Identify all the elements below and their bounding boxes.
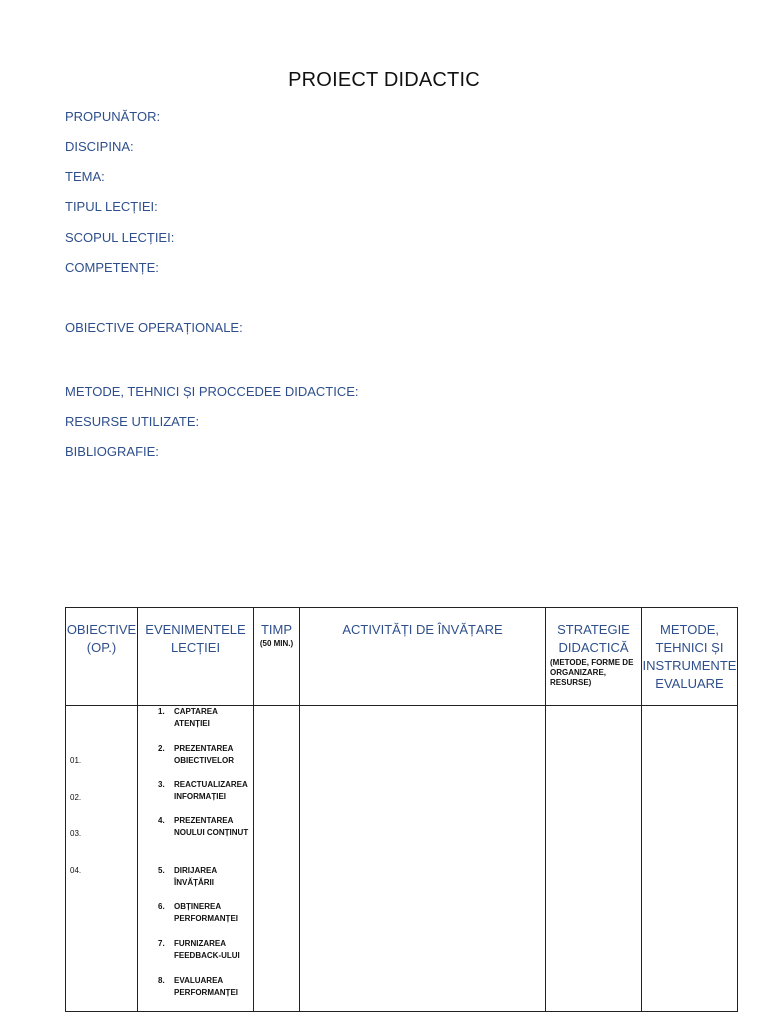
event-number: 7. [158,939,165,948]
event-number: 4. [158,816,165,825]
objective-item: 02. [70,793,82,802]
field-tema: TEMA: [65,169,105,184]
event-label: PREZENTAREA NOULUI CONȚINUT [174,816,249,837]
cell-evenimente [138,706,254,1012]
event-number: 5. [158,866,165,875]
field-metode-tehnici: METODE, TEHNICI ȘI PROCCEDEE DIDACTICE: [65,384,359,399]
field-disciplina: DISCIPINA: [65,139,134,154]
field-obiective-operationale: OBIECTIVE OPERAȚIONALE: [65,320,243,335]
cell-activitati [300,706,546,1012]
event-number: 1. [158,707,165,716]
objective-item: 01. [70,756,82,765]
event-label: EVALUAREA PERFORMANȚEI [174,976,238,997]
field-tipul-lectiei: TIPUL LECȚIEI: [65,199,158,214]
cell-obiective [66,706,138,1012]
field-propunator: PROPUNĂTOR: [65,109,161,124]
event-label: CAPTAREA ATENȚIEI [174,707,218,728]
cell-timp [254,706,300,1012]
header-evenimente: EVENIMENTELE LECȚIEI [138,608,254,706]
header-activitati: ACTIVITĂȚI DE ÎNVĂȚARE [300,608,546,706]
header-timp-label: TIMP [260,622,293,637]
header-strategie [546,608,642,706]
header-obiective: OBIECTIVE (OP.) [66,608,138,706]
table-body-row [66,706,738,1012]
header-strategie-note: (METODE, FORME DE ORGANIZARE, RESURSE) [550,658,634,687]
event-number: 6. [158,902,165,911]
cell-strategie [546,706,642,1012]
document-title: PROIECT DIDACTIC [288,69,480,91]
header-timp [254,608,300,706]
event-label: REACTUALIZAREA INFORMAȚIEI [174,780,248,801]
event-label: PREZENTAREA OBIECTIVELOR [174,744,235,765]
field-competente: COMPETENȚE: [65,260,159,275]
objective-item: 04. [70,866,82,875]
field-scopul-lectiei: SCOPUL LECȚIEI: [65,230,175,245]
objective-item: 03. [70,829,82,838]
header-metode: METODE, TEHNICI ȘI INSTRUMENTE EVALUARE [642,608,738,706]
event-label: DIRIJAREA ÎNVĂȚĂRII [174,866,217,887]
event-number: 3. [158,780,165,789]
header-timp-note: (50 MIN.) [259,639,294,648]
event-number: 2. [158,744,165,753]
event-label: OBȚINEREA PERFORMANȚEI [174,902,238,923]
field-bibliografie: BIBLIOGRAFIE: [65,444,159,459]
table-header-row [66,608,738,706]
cell-metode [642,706,738,1012]
event-label: FURNIZAREA FEEDBACK-ULUI [174,939,240,960]
field-resurse: RESURSE UTILIZATE: [65,414,200,429]
event-number: 8. [158,976,165,985]
lesson-plan-table [65,607,738,1012]
header-strategie-label: STRATEGIE DIDACTICĂ [557,622,630,655]
